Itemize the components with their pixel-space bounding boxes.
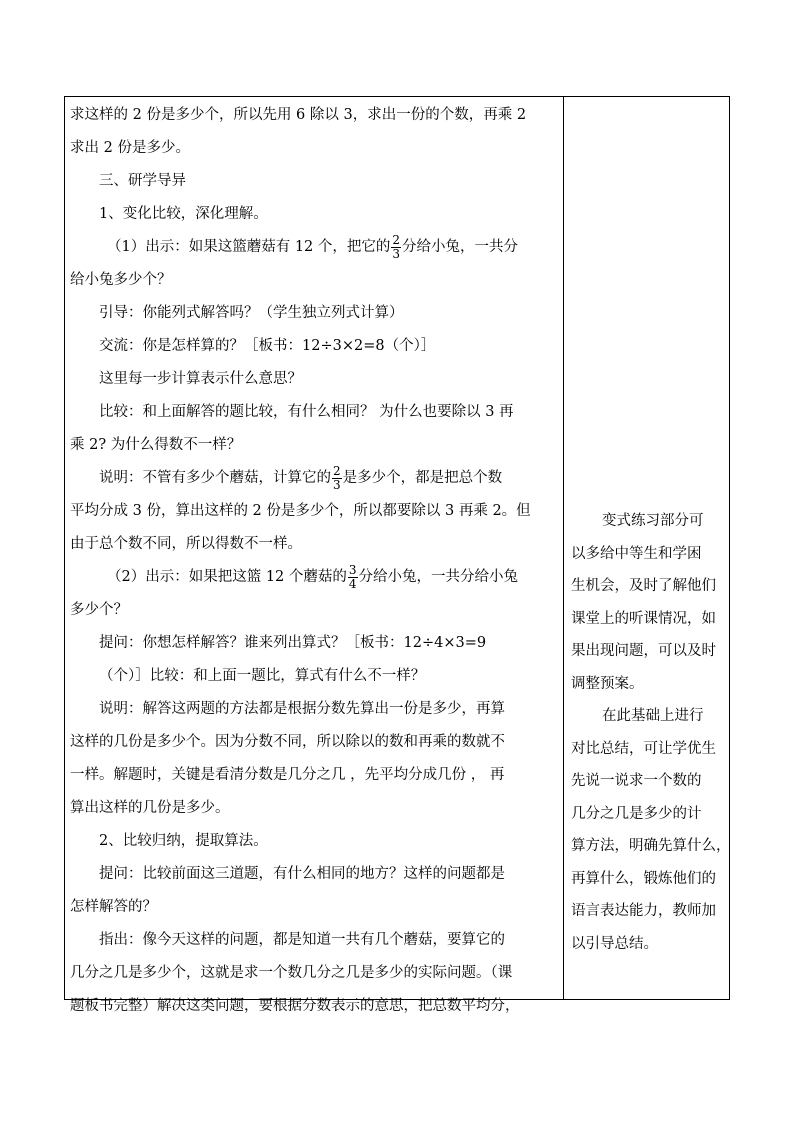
text-line: 这样的几份是多少个。因为分数不同，所以除以的数和再乘的数就不: [70, 734, 505, 750]
text-line: 提问：你想怎样解答？谁来列出算式？［板书：12÷4×3=9: [99, 635, 487, 651]
note-line: 语言表达能力，教师加: [571, 903, 716, 919]
note-line: 在此基础上进行: [602, 708, 704, 724]
text-segment: （2）出示：如果把这篮 12 个蘑菇的: [107, 569, 347, 585]
fraction-numerator: 3: [348, 562, 357, 577]
note-line: 以引导总结。: [571, 935, 658, 952]
fraction: [332, 465, 342, 492]
text-segment: 说明：不管有多少个蘑菇，计算它的: [99, 470, 331, 486]
fraction: [391, 234, 401, 261]
note-line: 生机会，及时了解他们: [571, 578, 716, 594]
note-line: 再算什么，锻炼他们的: [571, 870, 716, 887]
text-line: 由于总个数不同，所以得数不一样。: [70, 536, 302, 552]
text-line: 给小兔多少个？: [70, 272, 172, 288]
design-notes-cell: [571, 505, 731, 960]
column-divider: [563, 97, 564, 999]
note-line: 调整预案。: [571, 675, 644, 692]
text-line: 多少个？: [70, 602, 128, 618]
note-line: 算方法，明确先算什么，: [571, 838, 731, 854]
text-line: 比较：和上面解答的题比较，有什么相同？ 为什么也要除以 3 再: [99, 404, 514, 420]
text-line: 平均分成 3 份，算出这样的 2 份是多少个，所以都要除以 3 再乘 2。但: [70, 503, 531, 519]
teaching-process-cell: [70, 99, 558, 1023]
fraction-denominator: 3: [333, 477, 341, 492]
text-line: 求出 2 份是多少。: [70, 140, 190, 156]
note-line: 变式练习部分可: [602, 513, 704, 529]
text-line: 乘 2? 为什么得数不一样？: [70, 437, 242, 453]
text-segment: 分给小兔，一共分给小兔: [358, 569, 519, 585]
text-line: [70, 231, 558, 264]
note-line: 先说一说求一个数的: [571, 773, 702, 789]
text-line: 指出：像今天这样的问题，都是知道一共有几个蘑菇，要算它的: [99, 932, 505, 948]
fraction-numerator: 2: [392, 232, 401, 247]
text-segment: 分给小兔，一共分: [402, 239, 519, 255]
text-line: 一样。解题时，关键是看清分数是几分之几 ，先平均分成几份 ， 再: [70, 767, 505, 783]
text-line: [70, 462, 558, 495]
text-line: 引导：你能列式解答吗？（学生独立列式计算）: [99, 305, 404, 321]
text-line: 求这样的 2 份是多少个，所以先用 6 除以 3，求出一份的个数，再乘 2: [70, 107, 527, 123]
subsection-heading: 2、比较归纳，提取算法。: [99, 833, 268, 849]
text-line: 这里每一步计算表示什么意思？: [99, 371, 302, 387]
note-line: 课堂上的听课情况，如: [571, 610, 716, 627]
lesson-table: [64, 96, 731, 1014]
section-heading: 三、研学导异: [99, 173, 186, 189]
text-line: 说明：解答这两题的方法都是根据分数先算出一份是多少，再算: [99, 701, 505, 717]
subsection-heading: 1、变化比较，深化理解。: [99, 206, 268, 222]
note-line: 果出现问题，可以及时: [571, 643, 716, 659]
note-line: 以多给中等生和学困: [571, 545, 702, 562]
text-line: 交流：你是怎样算的？［板书：12÷3×2=8（个）］: [99, 338, 436, 354]
text-line: 怎样解答的？: [70, 899, 157, 915]
text-line: [70, 561, 558, 594]
fraction: [348, 564, 358, 591]
fraction-denominator: 4: [348, 576, 357, 591]
text-segment: （1）出示：如果这篮蘑菇有 12 个，把它的: [107, 239, 391, 255]
text-line: 算出这样的几份是多少。: [70, 800, 230, 816]
fraction-denominator: 3: [392, 246, 401, 261]
text-line: 提问：比较前面这三道题，有什么相同的地方？这样的问题都是: [99, 866, 505, 882]
text-line: 几分之几是多少个，这就是求一个数几分之几是多少的实际问题。（课: [70, 965, 513, 981]
note-line: 对比总结，可让学优生: [571, 740, 716, 757]
text-line: （个）］比较：和上面一题比，算式有什么不一样？: [99, 668, 426, 684]
note-line: 几分之几是多少的计: [571, 805, 702, 822]
text-segment: 是多少个，都是把总个数: [342, 470, 503, 486]
fraction-numerator: 2: [333, 463, 341, 478]
text-line: 题板书完整）解决这类问题，要根据分数表示的意思，把总数平均分，: [70, 998, 520, 1014]
